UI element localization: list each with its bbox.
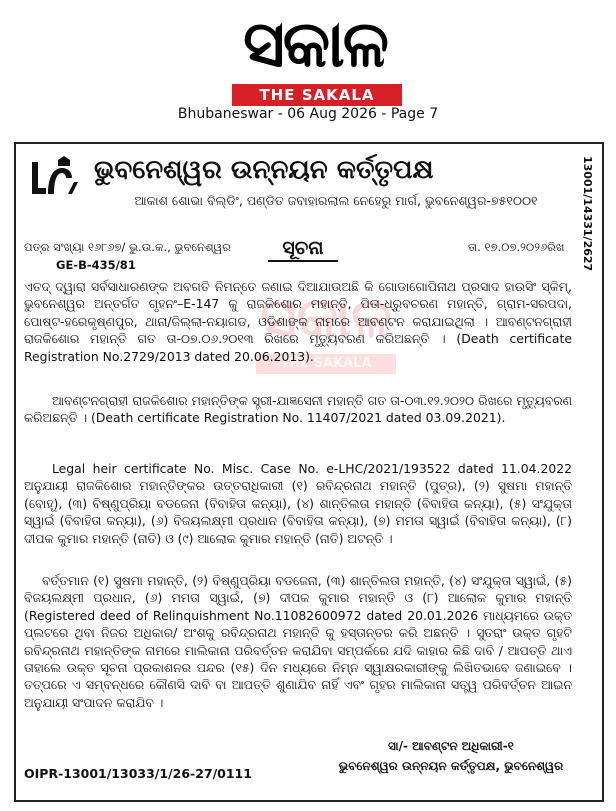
reference-code: GE-B-435/81 (56, 258, 136, 272)
notice-paragraph-2: ଆବଣ୍ଟନଗ୍ରାହୀ ରାଜକିଶୋର ମହାନ୍ତିଙ୍କ ସ୍ତ୍ରୀ-ଯାଜ୍ଞସେନୀ ମହାନ୍ତି ଗତ ତା-୦୩.୧୨.୨୦୨୦ ରିଖରେ ମୃତ୍ୟୁବରଣ କରିଅଛନ୍ତି । (Death certificate Registration No. 11407/2021 dated 03.09.2021). (24, 393, 572, 426)
notice-title: ସୂଚନା (268, 234, 338, 262)
reference-date: ତା. ୧୭.୦୭.୨୦୨୬ରିଖ (468, 240, 565, 254)
edition-line: Bhubaneswar - 06 Aug 2026 - Page 7 (177, 106, 439, 122)
logo-band: THE SAKALA (232, 84, 402, 106)
org-address: ଆକାଶ ଶୋଭା ବିଲ୍ଡିଂ, ପଣ୍ଡିତ ଜବାହାରଲାଲ ନେହେରୁ ମାର୍ଗ, ଭୁବନେଶ୍ୱର-୭୫୧୦୦୧ (134, 193, 538, 208)
notice-paragraph-1: ଏତଦ୍ ଦ୍ୱାରା ସର୍ବସାଧାରଣଙ୍କ ଅବଗତି ନିମନ୍ତେ ଜଣାଇ ଦିଆଯାଉଅଛି କି ଗୋଡାଗୋପିନାଥ ପ୍ରସାଦ ହାଉସିଂ ସ୍କିମ୍, ଭୁବନେଶ୍ୱର ଅନ୍ତର୍ଗତ ଗୃହନଂ–E-147 କୁ ରାଜକିଶୋର ମହାନ୍ତି, ପିତା-ଧ୍ରୁବଚରଣ ମହାନ୍ତି, ଗ୍ରାମ-ସରପଦା, ପୋଷ୍ଟ-ହରେକୃଷ୍ଣପୁର, ଥାନା/ଜିଲ୍ଲା-ନୟାଗଡ, ଓଡିଶାଙ୍କ ନାମରେ ଆବଣ୍ଟନ କରାଯାଇଥିଲା । ଆବଣ୍ଟନଗ୍ରାହୀ ରାଜକିଶୋର ମହାନ୍ତି ଗତ ତା-୦୭.୦୬.୨୦୧୩ ରିଖରେ ମୃତ୍ୟୁବରଣ କରିଅଛନ୍ତି । (Death certificate Registration No.2729/2013 dated 20.06.2013). (24, 279, 572, 364)
phone-number: 13001/14331/2627 (581, 156, 594, 272)
watermark-band: THE SAKALA (256, 354, 396, 374)
org-name: ଭୁବନେଶ୍ୱର ଉନ୍ନୟନ କର୍ତ୍ତୃପକ୍ଷ (94, 155, 434, 185)
logo-wordmark: ସକାଳ (243, 8, 387, 82)
bda-emblem-icon (28, 154, 80, 200)
watermark-wordmark: ସକାଳ (260, 286, 392, 351)
signature-block (316, 736, 586, 776)
signature-organization: ଭୁବନେଶ୍ୱର ଉନ୍ନୟନ କର୍ତ୍ତୃପକ୍ଷ, ଭୁବନେଶ୍ୱର (338, 759, 564, 773)
newspaper-masthead (0, 0, 616, 132)
sakala-logo (170, 2, 460, 104)
notice-paragraph-4: ବର୍ତ୍ତମାନ (୧) ସୁଷମା ମହାନ୍ତି, (୨) ବିଷ୍ଣୁପ୍ରିୟା ବଡଜେନା, (୩) ଶାନ୍ତିଲତା ମହାନ୍ତି, (୪) ସଂଯୁକ୍ତା ସ୍ୱାଇଁ, (୫) ବିଜୟଲକ୍ଷ୍ମୀ ପ୍ରଧାନ, (୬) ମମତା ସ୍ୱାଇଁ, (୭) ଦୀପକ କୁମାର ମହାନ୍ତି ଓ (୮) ଆଲୋକ କୁମାର ମହାନ୍ତି (Registered deed of Relinquishment No.11082600972 dated 20.01.2026 ମାଧ୍ୟମରେ ଉକ୍ତ ପ୍ଲଟରେ ଥିବା ନିଜର ଅଧିକାର/ ଅଂଶକୁ ରବିନ୍ଦ୍ରନାଥ ମହାନ୍ତି କୁ ହସ୍ତାନ୍ତର କରି ଅଛନ୍ତି । ସୁତରାଂ ଉକ୍ତ ଗୃହଟି ରବିନ୍ଦ୍ରନାଥ ମହାନ୍ତିଙ୍କ ନାମରେ ମାଲିକାନା ପରିବର୍ତ୍ତନ କରାଯିବା ସମ୍ପର୍କରେ ଯଦି କାହାର କିଛି ଦାବି / ଆପତ୍ତି ଥାଏ ତାହାଲେ ଉକ୍ତ ସୂଚନା ପ୍ରକାଶନର ପନ୍ଦର (୧୫) ଦିନ ମଧ୍ୟରେ ନିମ୍ନ ସ୍ୱାକ୍ଷରକାରୀଙ୍କୁ ଲିଖିତଭାବେ ଜଣାଇବେ । ତତ୍ପରେ ଏ ସମ୍ବନ୍ଧରେ କୌଣସି ଦାବି ବା ଆପତ୍ତି ଶୁଣାଯିବ ନାହିଁ ଏବଂ ଗୃହର ମାଲିକାନା ସତ୍ତ୍ୱ ପରିବର୍ତ୍ତନ ଆଇନ ଅନୁଯାୟୀ ସଂପାଦନ କରାଯିବ । (24, 573, 572, 710)
public-notice (14, 142, 604, 802)
signature-designation: ସା/- ଆବଣ୍ଟନ ଅଧିକାରୀ-୧ (388, 739, 514, 753)
reference-number: ପତ୍ର ସଂଖ୍ୟା ୧୬୮୬୭/ ଭୁ.ଉ.କ., ଭୁବନେଶ୍ୱର (24, 240, 231, 254)
notice-paragraph-3: Legal heir certificate No. Misc. Case No. e-LHC/2021/193522 dated 11.04.2022 ଅନୁଯାୟୀ ରାଜକିଶୋର ମହାନ୍ତିଙ୍କର ଉତ୍ତରାଧିକାରୀ (୧) ରବିନ୍ଦ୍ରନାଥ ମହାନ୍ତି (ପୁତ୍ର), (୨) ସୁଷମା ମହାନ୍ତି (ବୋହୂ), (୩) ବିଷ୍ଣୁପ୍ରିୟା ବଡଜେନା (ବିବାହିତା କନ୍ୟା), (୪) ଶାନ୍ତିଲତା ମହାନ୍ତି (ବିବାହିତା କନ୍ୟା), (୫) ସଂଯୁକ୍ତା ସ୍ୱାଇଁ (ବିବାହିତା କନ୍ୟା), (୬) ବିଜୟଲକ୍ଷ୍ମୀ ପ୍ରଧାନ (ବିବାହିତା କନ୍ୟା), (୭) ମମତା ସ୍ୱାଇଁ (ବିବାହିତା କନ୍ୟା), (୮) ଦୀପକ କୁମାର ମହାନ୍ତି (ନାତି) ଓ (୯) ଆଲୋକ କୁମାର ମହାନ୍ତି (ନାତି) ଅଟନ୍ତି । (24, 461, 572, 546)
oipr-number: OIPR-13001/13033/1/26-27/0111 (24, 766, 252, 781)
